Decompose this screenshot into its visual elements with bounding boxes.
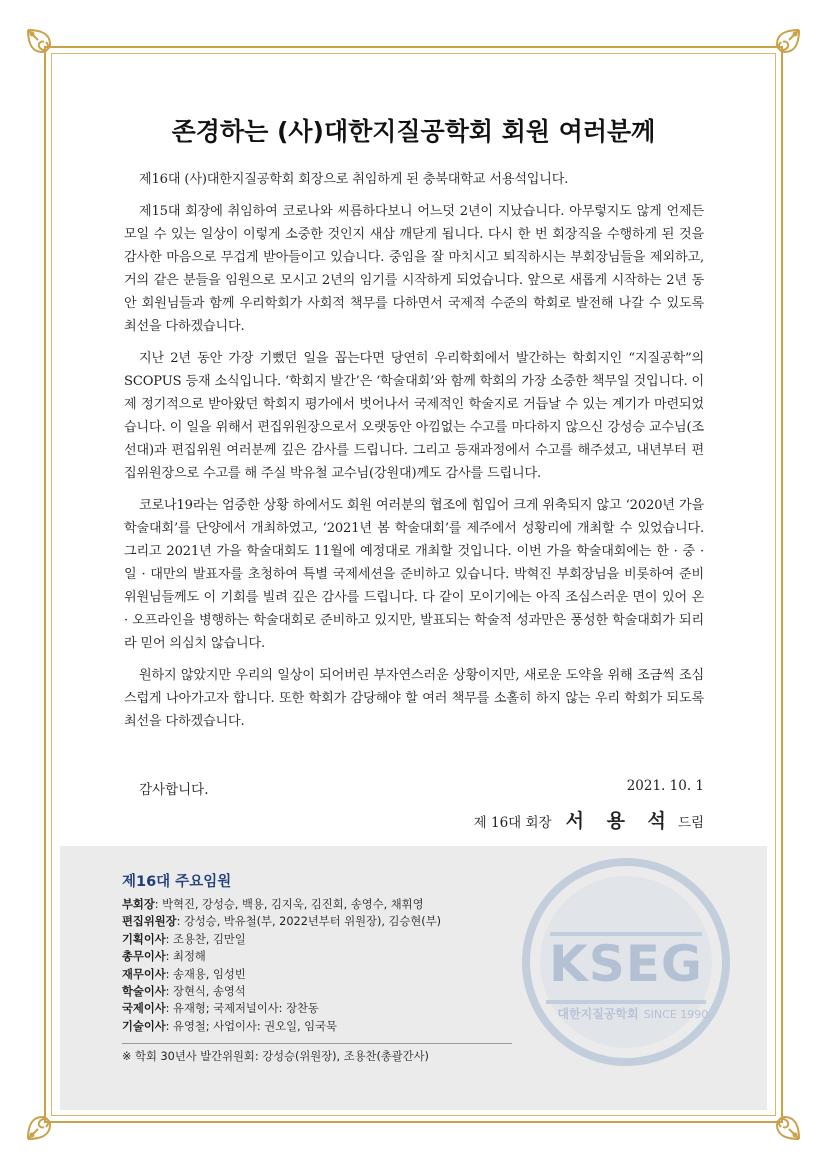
signature-suffix: 드림 (677, 815, 704, 831)
officer-row (122, 1018, 441, 1035)
letter-paragraph: 지난 2년 동안 가장 기뻤던 일을 꼽는다면 당연히 우리학회에서 발간하는 학회지인 “지질공학”의 SCOPUS 등재 소식입니다. ‘학회지 발간’은 ‘학술대회’와 함께 학회의 가장 소중한 책무일 것입니다. 이제 정기적으로 받아왔던 학회지 평가에서 벗어나서 국제적인 학술지로 거듭날 수 있는 계기가 마련되었습니다. 이 일을 위해서 편집위원장으로서 오랫동안 아낌없는 수고를 마다하지 않으신 강성승 교수님(조선대)과 편집위원 여러분께 깊은 감사를 드립니다. 그리고 등재과정에서 수고를 해주셨고, 내년부터 편집위원장으로 수고를 해 주실 박유철 교수님(강원대)께도 감사를 드립니다. (124, 351, 704, 481)
letter-title: 존경하는 (사)대한지질공학회 회원 여러분께 (171, 117, 656, 146)
officers-list (122, 896, 441, 1035)
officer-row (122, 983, 441, 1000)
logo-society-name: 대한지질공학회 (557, 1007, 639, 1021)
signature-line (474, 806, 704, 833)
officer-role: 부회장 (122, 898, 155, 911)
letter-date: 2021. 10. 1 (626, 778, 704, 794)
officer-row (122, 931, 441, 948)
officers-panel-title: 제16대 주요임원 (122, 874, 232, 890)
officer-names: : 유영철; 사업이사: 권오일, 임국묵 (165, 1019, 337, 1033)
history-committee-note: ※ 학회 30년사 발간위원회: 강성승(위원장), 조용찬(총괄간사) (122, 1050, 429, 1063)
letter-paragraph: 원하지 않았지만 우리의 일상이 되어버린 부자연스러운 상황이지만, 새로운 도약을 위해 조금씩 조심스럽게 나아가고자 합니다. 또한 학회가 감당해야 할 여러 책무를 소홀히 하지 않는 우리 학회가 되도록 최선을 다하겠습니다. (124, 668, 704, 729)
officer-role: 국제이사 (122, 1002, 166, 1016)
officer-names: : 장현식, 송영석 (165, 985, 246, 999)
officer-role: 재무이사 (122, 967, 166, 981)
signature-name: 서 용 석 (565, 810, 674, 832)
panel-divider (122, 1043, 512, 1044)
officer-role: 편집위원장 (122, 915, 177, 929)
signature-title: 제 16대 회장 (473, 815, 552, 831)
officer-role: 학술이사 (122, 985, 166, 999)
officer-names: : 박혁진, 강성승, 백용, 김지욱, 김진회, 송영수, 채휘영 (154, 898, 424, 911)
kseg-logo (520, 856, 732, 1068)
officer-names: : 유재형; 국제저널이사: 장찬동 (165, 1002, 319, 1016)
officer-role: 기술이사 (122, 1019, 166, 1033)
corner-ornament-icon (753, 26, 803, 76)
officer-role: 기획이사 (122, 932, 166, 946)
corner-ornament-icon (24, 26, 74, 76)
closing-thanks: 감사합니다. (139, 782, 209, 798)
officer-names: : 강성승, 박유철(부, 2022년부터 위원장), 김승현(부) (176, 915, 442, 929)
letter-paragraph: 제15대 회장에 취임하여 코로나와 씨름하다보니 어느덧 2년이 지났습니다. 아무렇지도 않게 언제든 모일 수 있는 일상이 이렇게 소중한 것인지 새삼 깨닫게 됩니다. 다시 한 번 회장직을 수행하게 된 것을 감사한 마음으로 무겁게 받아들이고 있습니다. 중임을 잘 마치시고 퇴직하시는 부회장님들을 제외하고, 거의 같은 분들을 임원으로 모시고 2년의 임기를 시작하게 되었습니다. 앞으로 새롭게 시작하는 2년 동안 회원님들과 함께 우리학회가 사회적 책무를 다하면서 국제적 수준의 학회로 발전해 나갈 수 있도록 최선을 다하겠습니다. (124, 204, 704, 334)
letter-body (124, 168, 704, 742)
officer-names: : 최정해 (165, 950, 206, 964)
officer-names: : 송재용, 임성빈 (165, 967, 246, 981)
officer-row (122, 948, 441, 965)
officer-role: 총무이사 (122, 950, 166, 964)
logo-since: SINCE 1990 (643, 1008, 709, 1021)
officer-names: : 조용찬, 김만일 (165, 932, 246, 946)
logo-mark: KSEG (549, 935, 703, 993)
letter-paragraph: 제16대 (사)대한지질공학회 회장으로 취임하게 된 충북대학교 서용석입니다. (139, 172, 569, 187)
letter-paragraph: 코로나19라는 엄중한 상황 하에서도 회원 여러분의 협조에 힘입어 크게 위축되지 않고 ‘2020년 가을 학술대회’를 단양에서 개최하였고, ‘2021년 봄 학술대회’를 제주에서 성황리에 개최할 수 있었습니다. 그리고 2021년 가을 학술대회도 11월에 예정대로 개최할 것입니다. 이번 가을 학술대회에는 한 · 중 · 일 · 대만의 발표자를 초청하여 특별 국제세션을 준비하고 있습니다. 박혁진 부회장님을 비롯하여 준비위원님들께도 이 기회를 빌려 깊은 감사를 드립니다. 다 같이 모이기에는 아직 조심스러운 면이 있어 온 · 오프라인을 병행하는 학술대회로 준비하고 있지만, 발표되는 학술적 성과만은 풍성한 학술대회가 되리라 믿어 의심치 않습니다. (124, 498, 704, 651)
officer-row (122, 896, 441, 913)
officers-panel (60, 846, 767, 1110)
officer-row (122, 966, 441, 983)
officer-row (122, 913, 441, 930)
officer-row (122, 1000, 441, 1017)
